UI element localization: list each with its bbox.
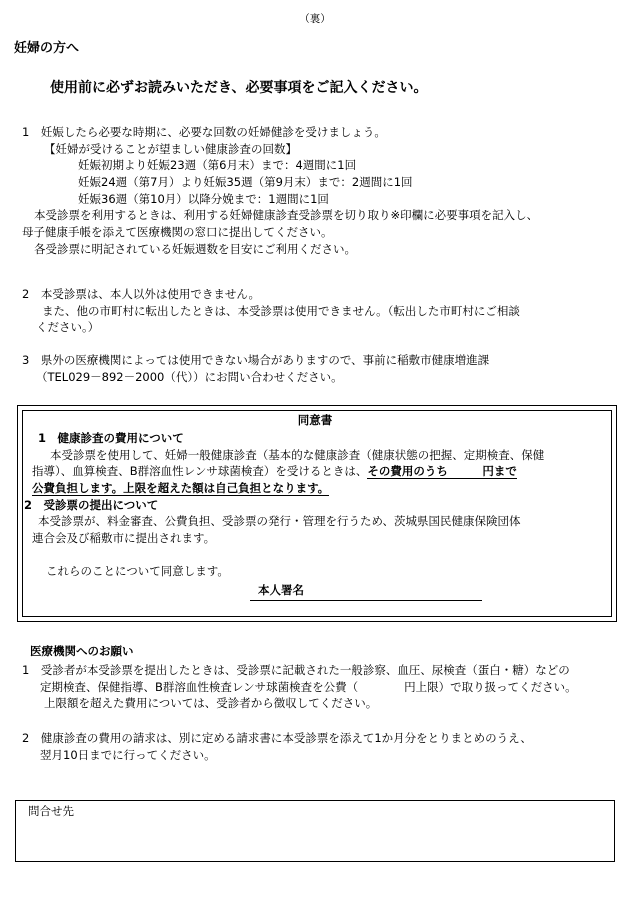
schedule-item: 妊娠36週（第10月）以降分娩まで：1週間に1回: [78, 191, 329, 206]
section-1: [22, 124, 622, 257]
section-2-line: また、他の市町村に転出したときは、本受診票は使用できません。（転出した市町村にご相談: [42, 303, 520, 318]
contact-label: 問合せ先: [28, 804, 74, 818]
agreement-text: これらのことについて同意します。: [46, 563, 229, 578]
consent-item-1-text: 本受診票を使用して、妊婦一般健康診査（基本的な健康診査（健康状態の把握、定期検査、保健: [50, 447, 545, 462]
side-label: （裏）: [299, 13, 331, 25]
section-1-note: 本受診票を利用するときは、利用する妊婦健康診査受診票を切り取り※印欄に必要事項を記入し、: [34, 208, 539, 223]
section-2-line: 2 本受診票は、本人以外は使用できません。: [22, 287, 261, 301]
signature-field[interactable]: [250, 600, 482, 601]
clinic-item-1: 上限額を超えた費用については、受診者から徴収してください。: [44, 696, 378, 711]
consent-item-2-text: 連合会及び稲敷市に提出されます。: [32, 531, 216, 546]
section-1-note: 各受診票に明記されている妊娠週数を目安にご利用ください。: [34, 241, 356, 256]
section-3: [22, 352, 622, 385]
consent-title: 同意書: [297, 413, 333, 427]
addressee-heading: 妊婦の方へ: [14, 41, 80, 56]
consent-body: [24, 430, 608, 579]
section-1-line: 1 妊娠したら必要な時期に、必要な回数の妊婦健診を受けましょう。: [22, 125, 386, 139]
contact-box[interactable]: [15, 800, 615, 862]
consent-item-2-title: 2 受診票の提出について: [24, 497, 159, 512]
clinic-item-2: 2 健康診査の費用の請求は、別に定める請求書に本受診票を添えて1か月分をとりまとめのうえ、: [22, 731, 532, 746]
clinic-heading: 医療機関へのお願い: [30, 644, 134, 658]
main-heading: 使用前に必ずお読みいただき、必要事項をご記入ください。: [50, 80, 428, 96]
consent-item-1-title: 1 健康診査の費用について: [38, 431, 184, 445]
consent-item-2-text: 本受診票が、料金審査、公費負担、受診票の発行・管理を行うため、茨城県国民健康保険団体: [38, 514, 521, 529]
section-3-line: 3 県外の医療機関によっては使用できない場合がありますので、事前に稲敷市健康増進課: [22, 353, 490, 367]
public-cost-note: 公費負担します。上限を超えた額は自己負担となります。: [32, 481, 330, 496]
section-1-note: 母子健康手帳を添えて医療機関の窓口に提出してください。: [22, 225, 333, 240]
section-3-line: （TEL029－892－2000（代））にお問い合わせください。: [36, 369, 343, 384]
section-2: [22, 286, 622, 336]
clinic-item-1: 定期検査、保健指導、B群溶血性検査レンサ球菌検査を公費（ 円上限）で取り扱ってください。: [40, 679, 577, 694]
clinic-item-1: 1 受診者が本受診票を提出したときは、受診票に記載された一般診察、血圧、尿検査（蛋白・糖）などの: [22, 663, 570, 677]
clinic-item-2: 翌月10日までに行ってください。: [40, 747, 216, 762]
consent-item-1-text: 指導）、血算検査、B群溶血性レンサ球菌検査）を受けるときは、: [32, 464, 368, 479]
schedule-title: 【妊婦が受けることが望ましい健康診査の回数】: [44, 141, 297, 156]
signature-label: 本人署名: [258, 583, 304, 597]
schedule-item: 妊娠24週（第7月）より妊娠35週（第9月末）まで：2週間に1回: [78, 175, 413, 190]
public-cost-limit: その費用のうち 円まで: [367, 464, 517, 479]
section-2-line: ください。）: [36, 320, 100, 335]
schedule-item: 妊娠初期より妊娠23週（第6月末）まで：4週間に1回: [78, 158, 357, 173]
clinic-section: [22, 662, 622, 763]
